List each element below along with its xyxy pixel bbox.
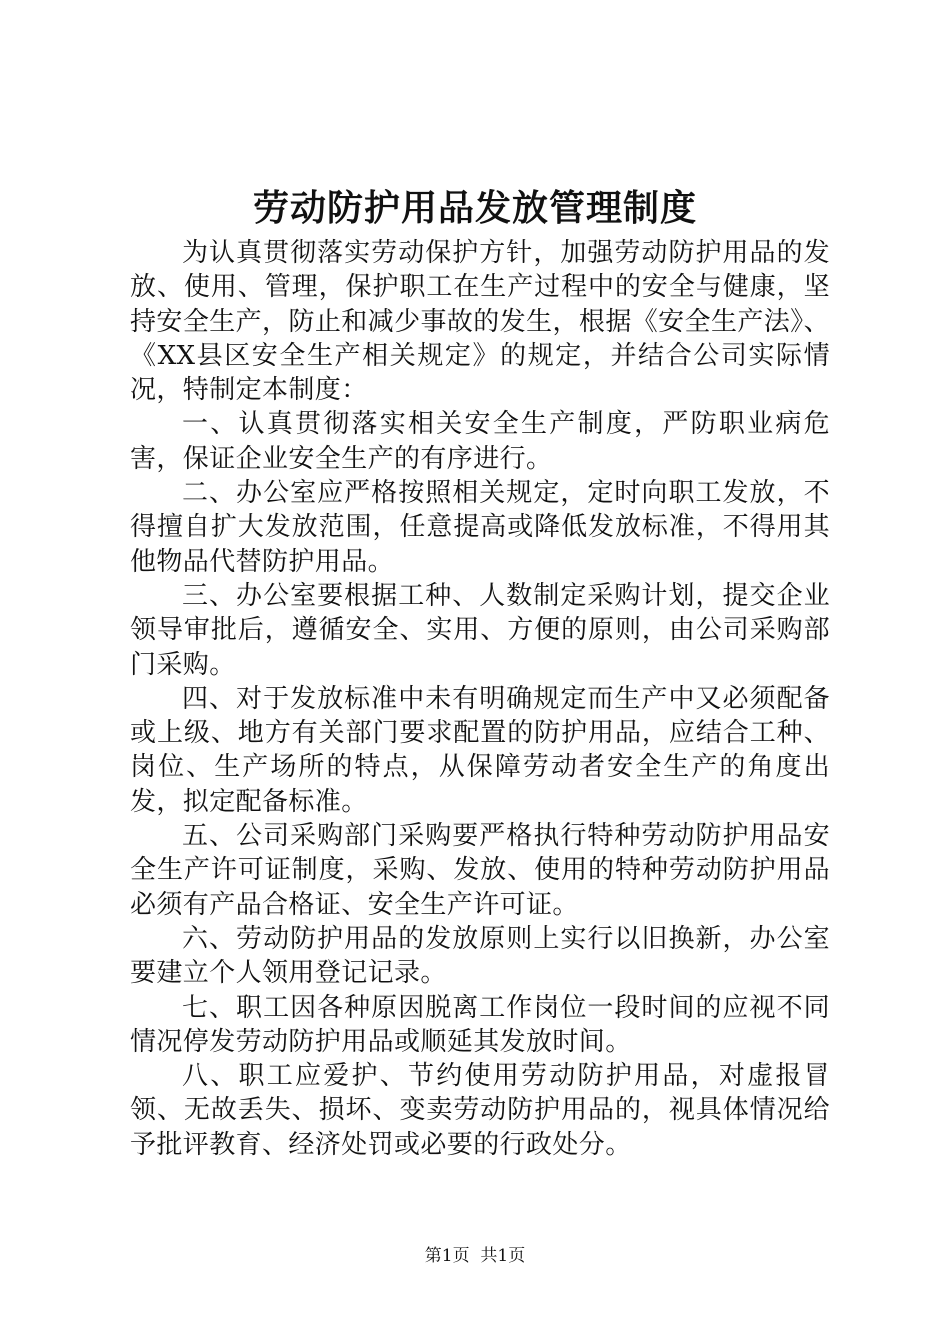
document-body [130,236,830,1162]
clause-paragraph-2: 二、办公室应严格按照相关规定，定时向职工发放，不得擅自扩大发放范围，任意提高或降低发放标准，不得用其他物品代替防护用品。 [130,478,830,577]
document-title: 劳动防护用品发放管理制度 [252,187,697,229]
clause-paragraph-3: 三、办公室要根据工种、人数制定采购计划，提交企业领导审批后，遵循安全、实用、方便的原则，由公司采购部门采购。 [130,580,830,680]
page-total: 共1页 [480,1246,526,1266]
page-footer [0,1244,950,1268]
clause-paragraph-7: 七、职工因各种原因脱离工作岗位一段时间的应视不同情况停发劳动防护用品或顺延其发放时间。 [130,992,830,1057]
clause-paragraph-4: 四、对于发放标准中未有明确规定而生产中又必须配备或上级、地方有关部门要求配置的防护用品，应结合工种、岗位、生产场所的特点，从保障劳动者安全生产的角度出发，拟定配备标准。 [130,683,830,817]
footer-separator [470,1246,481,1266]
clause-paragraph-1: 一、认真贯彻落实相关安全生产制度，严防职业病危害，保证企业安全生产的有序进行。 [130,409,830,474]
clause-paragraph-8: 八、职工应爱护、节约使用劳动防护用品，对虚报冒领、无故丢失、损坏、变卖劳动防护用品的，视具体情况给予批评教育、经济处罚或必要的行政处分。 [130,1061,830,1160]
clause-paragraph-5: 五、公司采购部门采购要严格执行特种劳动防护用品安全生产许可证制度，采购、发放、使用的特种劳动防护用品必须有产品合格证、安全生产许可证。 [130,821,830,920]
clause-paragraph-6: 六、劳动防护用品的发放原则上实行以旧换新，办公室要建立个人领用登记记录。 [130,923,830,989]
page-number: 第1页 [424,1246,470,1266]
intro-paragraph: 为认真贯彻落实劳动保护方针，加强劳动防护用品的发放、使用、管理，保护职工在生产过程中的安全与健康，坚持安全生产，防止和减少事故的发生，根据《安全生产法》、《XX县区安全生产相关规定》的规定，并结合公司实际情况，特制定本制度： [130,238,830,406]
